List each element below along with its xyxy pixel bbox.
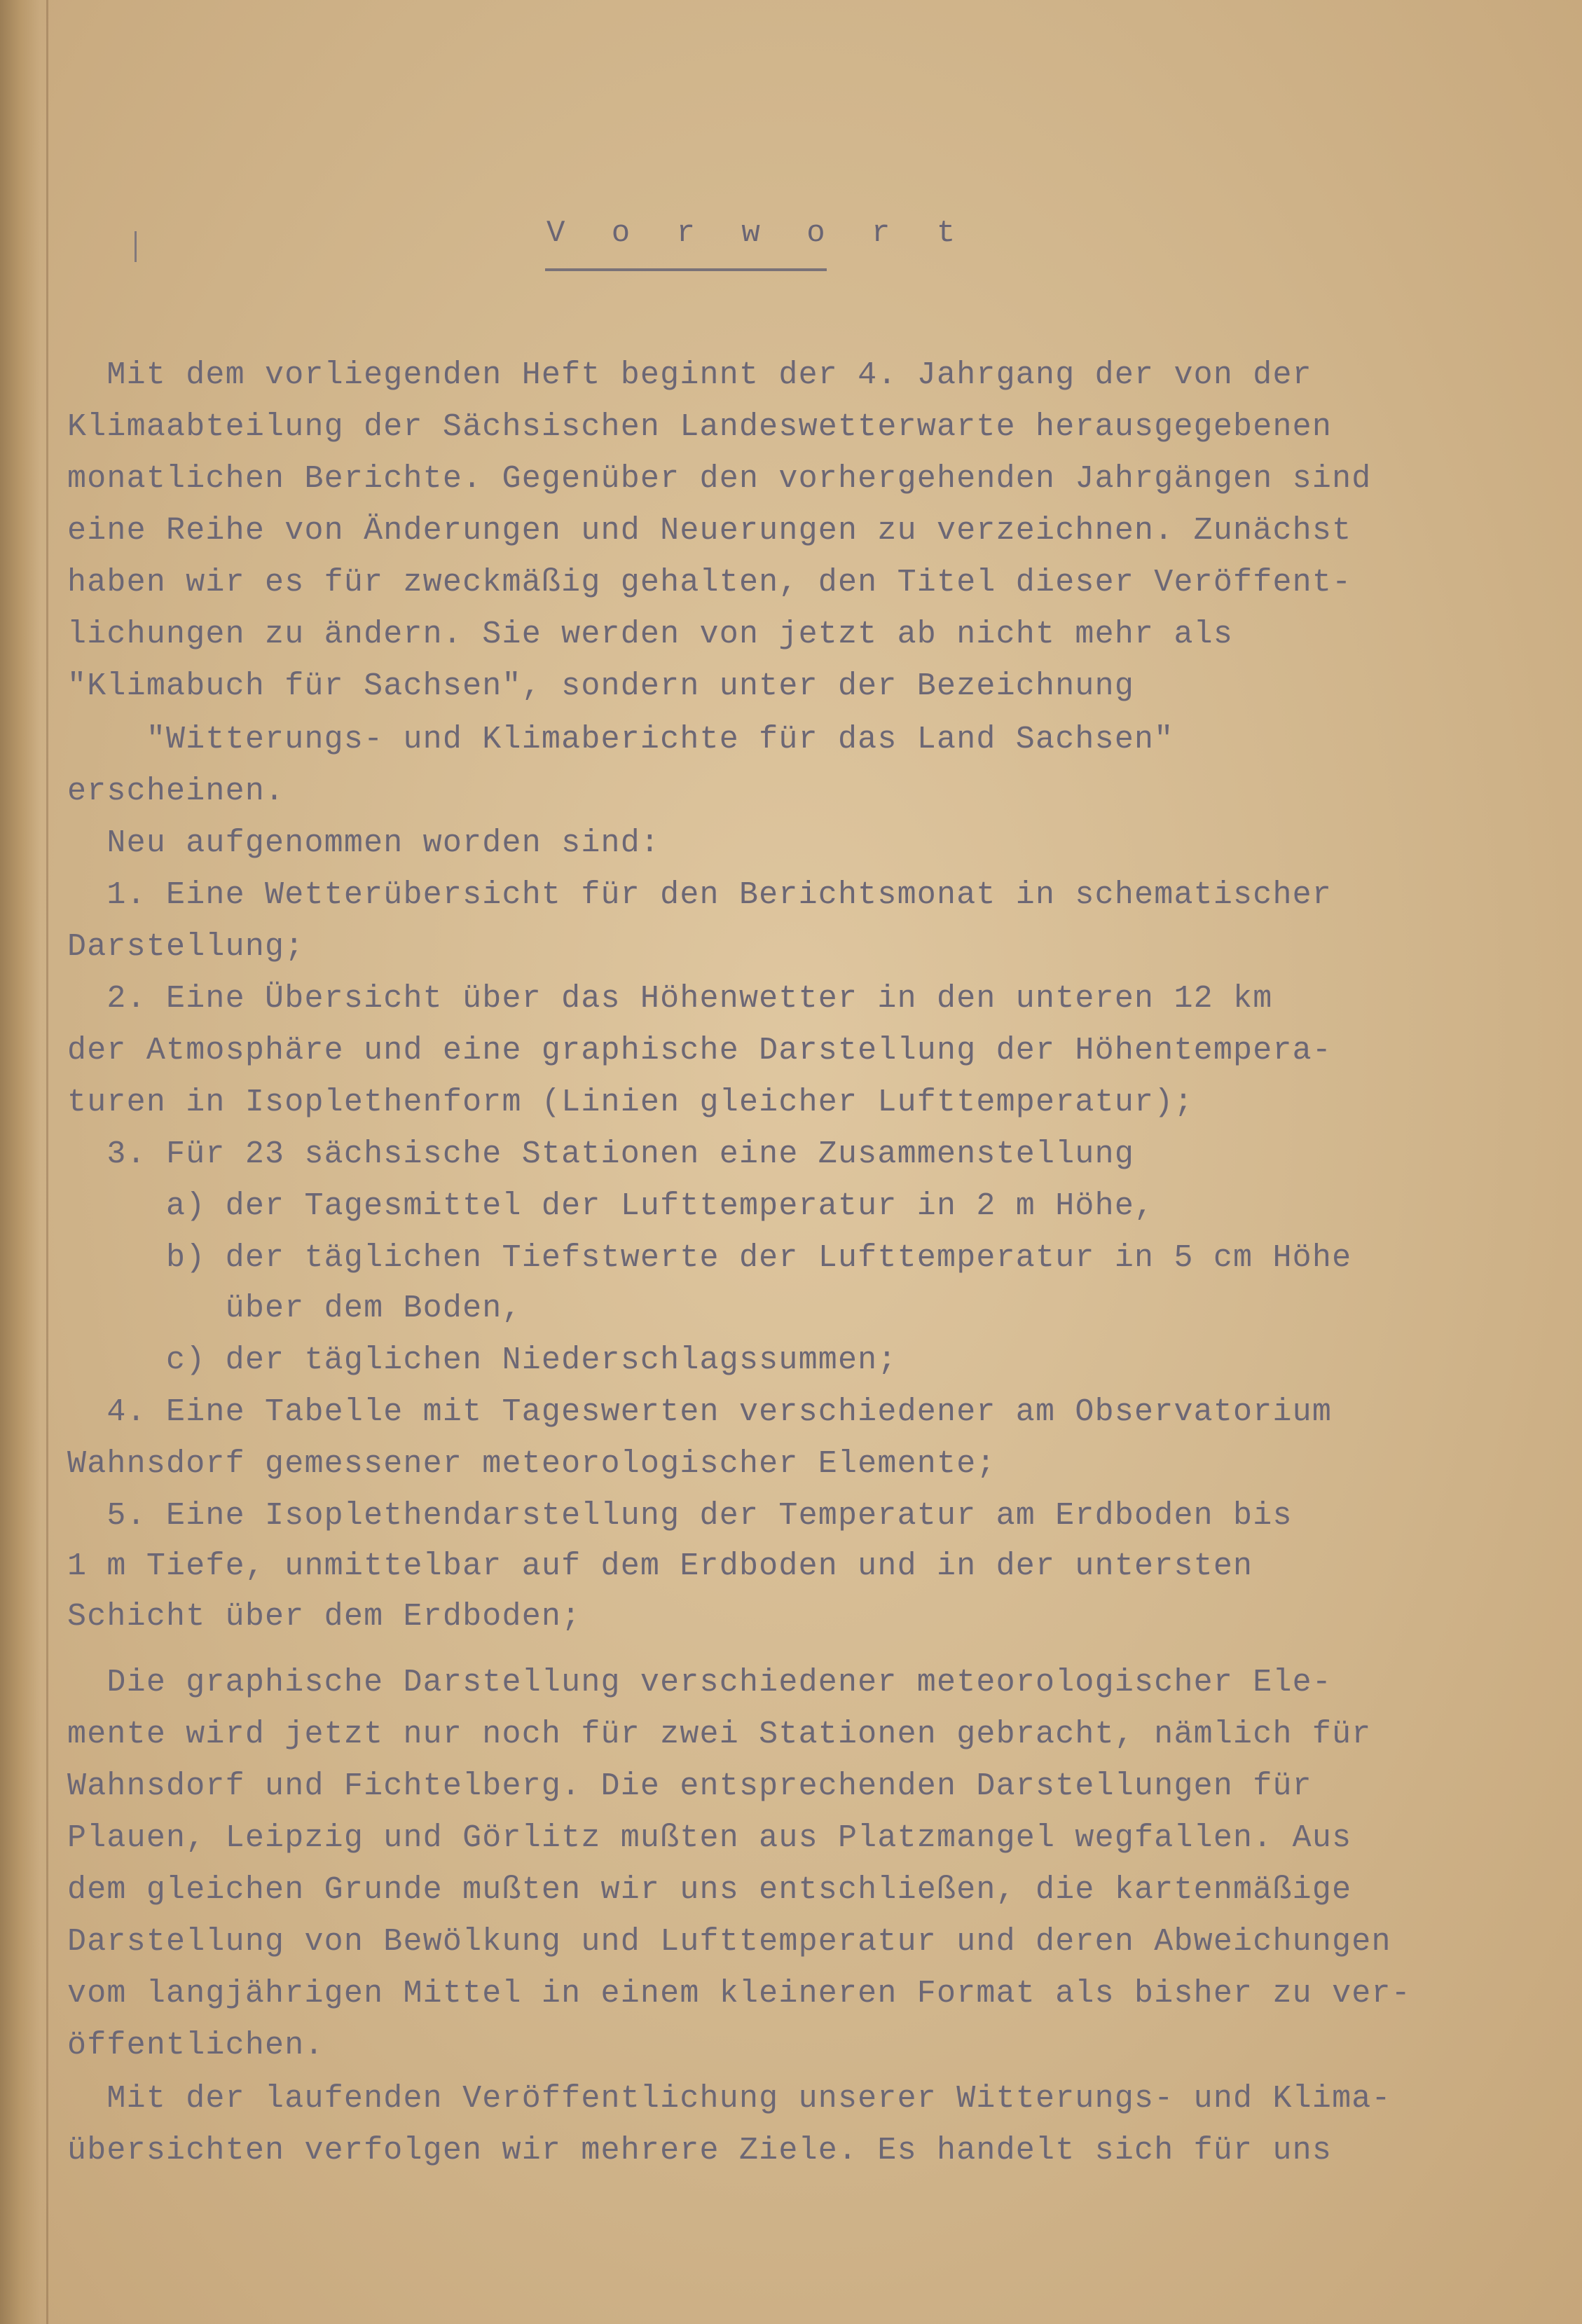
text-line: Mit dem vorliegenden Heft beginnt der 4. Jahrgang der von der: [67, 357, 1312, 393]
text-line: 2. Eine Übersicht über das Höhenwetter in den unteren 12 km: [67, 981, 1273, 1017]
text-line: 4. Eine Tabelle mit Tageswerten verschiedener am Observatorium: [67, 1394, 1333, 1430]
text-line: "Witterungs- und Klimaberichte für das Land Sachsen": [67, 722, 1174, 757]
text-line: der Atmosphäre und eine graphische Darstellung der Höhentempera-: [67, 1033, 1333, 1068]
text-line: Wahnsdorf und Fichtelberg. Die entsprechenden Darstellungen für: [67, 1768, 1312, 1804]
text-line: Darstellung von Bewölkung und Lufttemperatur und deren Abweichungen: [67, 1924, 1391, 1960]
text-line: über dem Boden,: [67, 1291, 522, 1326]
text-line: "Klimabuch für Sachsen", sondern unter der Bezeichnung: [67, 668, 1135, 704]
page-fold-line: [46, 0, 48, 2324]
margin-mark: [135, 231, 137, 262]
text-line: haben wir es für zweckmäßig gehalten, den Titel dieser Veröffent-: [67, 565, 1352, 600]
text-line: erscheinen.: [67, 773, 285, 809]
text-line: Schicht über dem Erdboden;: [67, 1599, 582, 1635]
text-line: a) der Tagesmittel der Lufttemperatur in 2 m Höhe,: [67, 1188, 1155, 1224]
text-line: vom langjährigen Mittel in einem kleineren Format als bisher zu ver-: [67, 1976, 1411, 2012]
text-line: dem gleichen Grunde mußten wir uns entschließen, die kartenmäßige: [67, 1872, 1352, 1908]
text-line: 3. Für 23 sächsische Stationen eine Zusammenstellung: [67, 1136, 1135, 1172]
text-line: eine Reihe von Änderungen und Neuerungen zu verzeichnen. Zunächst: [67, 513, 1352, 549]
text-line: 1. Eine Wetterübersicht für den Berichtsmonat in schematischer: [67, 877, 1333, 913]
text-line: lichungen zu ändern. Sie werden von jetzt ab nicht mehr als: [67, 617, 1234, 652]
text-line: Plauen, Leipzig und Görlitz mußten aus Platzmangel wegfallen. Aus: [67, 1820, 1352, 1856]
text-line: 5. Eine Isoplethendarstellung der Temperatur am Erdboden bis: [67, 1498, 1293, 1534]
title-underline: [545, 268, 827, 271]
page-binding-edge: [0, 0, 41, 2324]
text-line: Die graphische Darstellung verschiedener meteorologischer Ele-: [67, 1665, 1333, 1700]
text-line: 1 m Tiefe, unmittelbar auf dem Erdboden und in der untersten: [67, 1548, 1253, 1584]
text-line: Klimaabteilung der Sächsischen Landeswetterwarte herausgegebenen: [67, 409, 1333, 445]
text-line: Mit der laufenden Veröffentlichung unserer Witterungs- und Klima-: [67, 2081, 1391, 2117]
document-title: V o r w o r t: [546, 216, 970, 251]
text-line: mente wird jetzt nur noch für zwei Stationen gebracht, nämlich für: [67, 1717, 1372, 1752]
text-line: turen in Isoplethenform (Linien gleicher Lufttemperatur);: [67, 1085, 1194, 1120]
text-line: c) der täglichen Niederschlagssummen;: [67, 1342, 897, 1378]
text-line: Darstellung;: [67, 929, 305, 965]
text-line: b) der täglichen Tiefstwerte der Lufttemperatur in 5 cm Höhe: [67, 1240, 1352, 1276]
text-line: monatlichen Berichte. Gegenüber den vorhergehenden Jahrgängen sind: [67, 461, 1372, 497]
text-line: Neu aufgenommen worden sind:: [67, 825, 661, 861]
text-line: öffentlichen.: [67, 2028, 324, 2063]
text-line: übersichten verfolgen wir mehrere Ziele. Es handelt sich für uns: [67, 2133, 1333, 2168]
text-line: Wahnsdorf gemessener meteorologischer Elemente;: [67, 1446, 996, 1482]
